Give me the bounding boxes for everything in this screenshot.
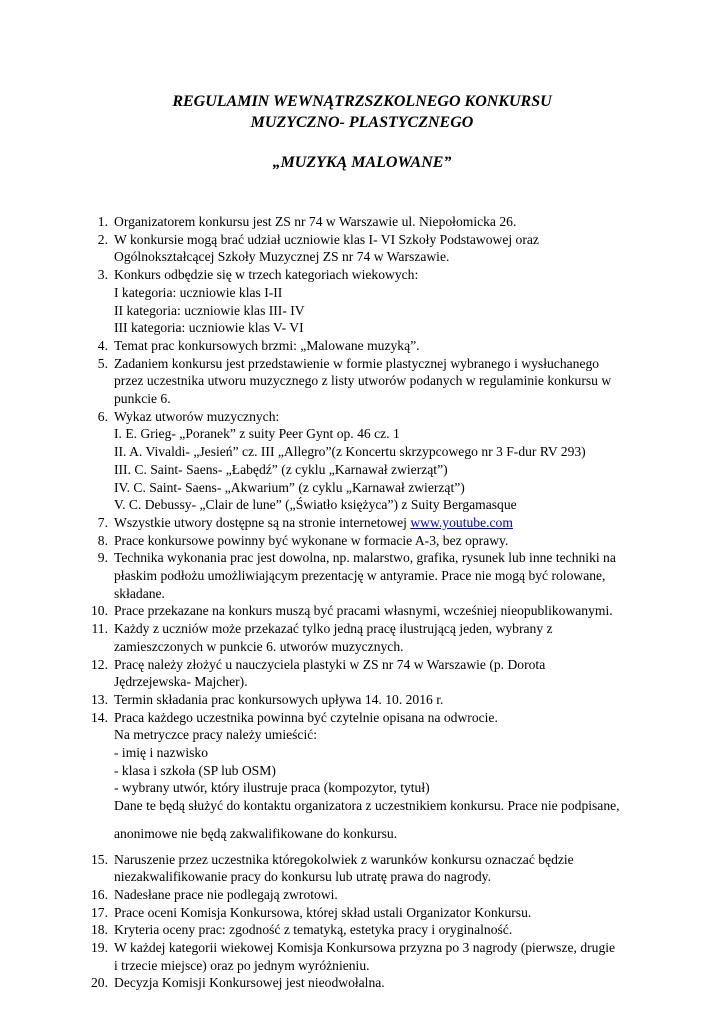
rule-number: 10. xyxy=(91,603,108,619)
rule-text: II. A. Vivaldi- „Jesień” cz. III „Allegro”(z Koncertu skrzypcowego nr 3 F-dur RV 293) xyxy=(114,444,586,460)
rule-text-line xyxy=(114,302,305,320)
rule-text: Prace przekazane na konkurs muszą być pracami własnymi, wcześniej nieopublikowanymi. xyxy=(114,603,613,619)
rule-text: Prace oceni Komisja Konkursowa, której skład ustali Organizator Konkursu. xyxy=(114,904,532,920)
rule-number: 8. xyxy=(97,532,108,548)
rule-text-line xyxy=(114,602,613,620)
rule-text-line xyxy=(114,851,574,869)
rule-number: 2. xyxy=(97,231,108,247)
rule-text: przez uczestnika utworu muzycznego z listy utworów podanych w regulaminie konkursu w xyxy=(114,373,612,389)
rule-text: Konkurs odbędzie się w trzech kategoriach wiekowych: xyxy=(114,267,419,283)
rule-text-line xyxy=(114,656,545,674)
rule-text-line xyxy=(114,284,282,302)
rule-text-line xyxy=(114,479,465,497)
youtube-link[interactable]: www.youtube.com xyxy=(410,514,513,530)
rule-number: 19. xyxy=(91,940,108,955)
rule-text-line xyxy=(114,726,317,744)
rule-number: 18. xyxy=(91,922,108,938)
rule-text-line xyxy=(114,532,508,550)
rule-text: - imię i nazwisko xyxy=(114,745,209,760)
rule-text-line xyxy=(114,372,611,390)
rule-text: - wybrany utwór, który ilustruje praca (kompozytor, tytuł) xyxy=(114,780,430,796)
rule-number: 3. xyxy=(97,267,108,283)
rule-number: 6. xyxy=(97,408,108,424)
rule-text: składane. xyxy=(114,585,165,601)
document-title-line1: REGULAMIN WEWNĄTRZSZKOLNEGO KONKURSU xyxy=(172,93,552,110)
rule-text-line xyxy=(114,549,616,567)
rule-text: anonimowe nie będą zakwalifikowane do konkursu. xyxy=(114,825,398,841)
rule-text-line xyxy=(114,904,531,922)
rule-text-line xyxy=(114,425,400,443)
rule-text: Wykaz utworów muzycznych: xyxy=(114,408,280,424)
rule-text-line xyxy=(114,461,448,479)
rule-number: 14. xyxy=(91,709,108,725)
rule-text: Dane te będą służyć do kontaktu organizatora z uczestnikiem konkursu. Prace nie podpisane, xyxy=(114,798,620,814)
rule-text-line xyxy=(114,496,517,514)
rule-text: Nadesłane prace nie podlegają zwrotowi. xyxy=(114,886,338,902)
rule-text: III kategoria: uczniowie klas V- VI xyxy=(114,320,304,336)
rule-text-line xyxy=(114,744,208,762)
rule-number: 4. xyxy=(97,337,108,353)
rule-text-line xyxy=(114,620,553,638)
rule-text: Ogólnokształcącej Szkoły Muzycznej ZS nr 74 w Warszawie. xyxy=(114,249,450,265)
rule-text: I kategoria: uczniowie klas I-II xyxy=(114,284,283,300)
rule-text-line xyxy=(114,355,599,373)
rule-text: płaskim podłożu umożliwiającym prezentację w antyramie. Prace nie mogą być rolowane, xyxy=(114,568,606,583)
rule-text: Zadaniem konkursu jest przedstawienie w formie plastycznej wybranego i wysłuchanego xyxy=(114,355,600,371)
rule-text-line xyxy=(114,797,620,815)
rule-text-line xyxy=(114,886,338,904)
rule-text-line xyxy=(114,443,586,461)
rule-text-line xyxy=(114,408,279,426)
rule-text-line xyxy=(114,514,513,532)
rule-text: W konkursie mogą brać udział uczniowie klas I- VI Szkoły Podstawowej oraz xyxy=(114,231,539,247)
rule-number: 12. xyxy=(91,656,108,672)
rule-text: IV. C. Saint- Saens- „Akwarium” (z cyklu „Karnawał zwierząt”) xyxy=(114,479,465,495)
rule-text: Prace konkursowe powinny być wykonane w formacie A-3, bez oprawy. xyxy=(114,532,509,548)
rule-text: Na metryczce pracy należy umieścić: xyxy=(114,727,318,743)
rule-text: - klasa i szkoła (SP lub OSM) xyxy=(114,762,276,778)
rule-text: Kryteria oceny prac: zgodność z tematyką, estetyka pracy i oryginalność. xyxy=(114,922,513,938)
rule-text: zamieszczonych w punkcie 6. utworów muzycznych. xyxy=(114,638,404,654)
rule-text-line xyxy=(114,248,449,266)
rule-number: 15. xyxy=(91,851,108,867)
rule-number: 9. xyxy=(97,550,108,566)
rule-number: 13. xyxy=(91,691,108,707)
rule-number: 7. xyxy=(97,514,108,530)
rule-number: 17. xyxy=(91,904,108,920)
rule-text: Decyzja Komisji Konkursowej jest nieodwołalna. xyxy=(114,975,385,991)
rule-number: 20. xyxy=(91,975,108,991)
rule-text-line xyxy=(114,825,397,843)
rule-text-line xyxy=(114,673,248,691)
rule-number: 1. xyxy=(97,214,108,229)
rule-text-line xyxy=(114,337,420,355)
rule-number: 5. xyxy=(97,355,108,371)
rule-text-line xyxy=(114,939,615,957)
rule-text: Technika wykonania prac jest dowolna, np. malarstwo, grafika, rysunek lub inne techniki na xyxy=(114,550,616,566)
rule-text: Każdy z uczniów może przekazać tylko jedną pracę ilustrującą jeden, wybrany z xyxy=(114,621,553,637)
rule-text-line xyxy=(114,762,276,780)
rule-text: I. E. Grieg- „Poranek” z suity Peer Gynt op. 46 cz. 1 xyxy=(114,426,400,442)
rule-text: II kategoria: uczniowie klas III- IV xyxy=(114,302,305,318)
rule-text-line xyxy=(114,213,516,231)
rule-text: V. C. Debussy- „Clair de lune” („Światło księżyca”) z Suity Bergamasque xyxy=(114,497,517,513)
rule-text: W każdej kategorii wiekowej Komisja Konkursowa przyzna po 3 nagrody (pierwsze, drugie xyxy=(114,940,616,955)
rule-text-line xyxy=(114,266,418,284)
rule-text-line xyxy=(114,921,512,939)
rule-text-line xyxy=(114,638,404,656)
rule-text-line xyxy=(114,779,430,797)
rule-number: 11. xyxy=(91,621,108,637)
rule-text-line xyxy=(114,390,171,408)
rule-text-line xyxy=(114,868,491,886)
rule-text-line xyxy=(114,709,498,727)
rule-text: niezakwalifikowanie pracy do konkursu lub utratę prawa do nagrody. xyxy=(114,869,491,885)
rule-text-line xyxy=(114,691,443,709)
document-title-line2: MUZYCZNO- PLASTYCZNEGO xyxy=(250,114,474,131)
rule-text-line xyxy=(114,957,370,975)
rule-text-line xyxy=(114,974,385,992)
document-subtitle: „MUZYKĄ MALOWANE” xyxy=(272,154,452,171)
rule-number: 16. xyxy=(91,886,108,902)
rule-text-line xyxy=(114,231,539,249)
rule-text: Organizatorem konkursu jest ZS nr 74 w Warszawie ul. Niepołomicka 26. xyxy=(114,214,517,229)
rule-text: punkcie 6. xyxy=(114,391,171,406)
rule-text: i trzecie miejsce) oraz po jednym wyróżnieniu. xyxy=(114,957,370,973)
rule-text-line xyxy=(114,585,165,603)
rule-text-line xyxy=(114,319,304,337)
rule-text: Temat prac konkursowych brzmi: „Malowane muzyką”. xyxy=(114,337,420,353)
rule-text: Jędrzejewska- Majcher). xyxy=(114,674,248,690)
rule-text: Pracę należy złożyć u nauczyciela plastyki w ZS nr 74 w Warszawie (p. Dorota xyxy=(114,656,546,672)
rule-text: Praca każdego uczestnika powinna być czytelnie opisana na odwrocie. xyxy=(114,709,498,725)
rule-text: Termin składania prac konkursowych upływa 14. 10. 2016 r. xyxy=(114,691,444,707)
rule-text: Naruszenie przez uczestnika któregokolwiek z warunków konkursu oznaczać będzie xyxy=(114,851,574,867)
rule-text: III. C. Saint- Saens- „Łabędź” (z cyklu „Karnawał zwierząt”) xyxy=(114,461,448,477)
rule-text: Wszystkie utwory dostępne są na stronie internetowej xyxy=(114,514,411,530)
rule-text-line xyxy=(114,567,605,585)
